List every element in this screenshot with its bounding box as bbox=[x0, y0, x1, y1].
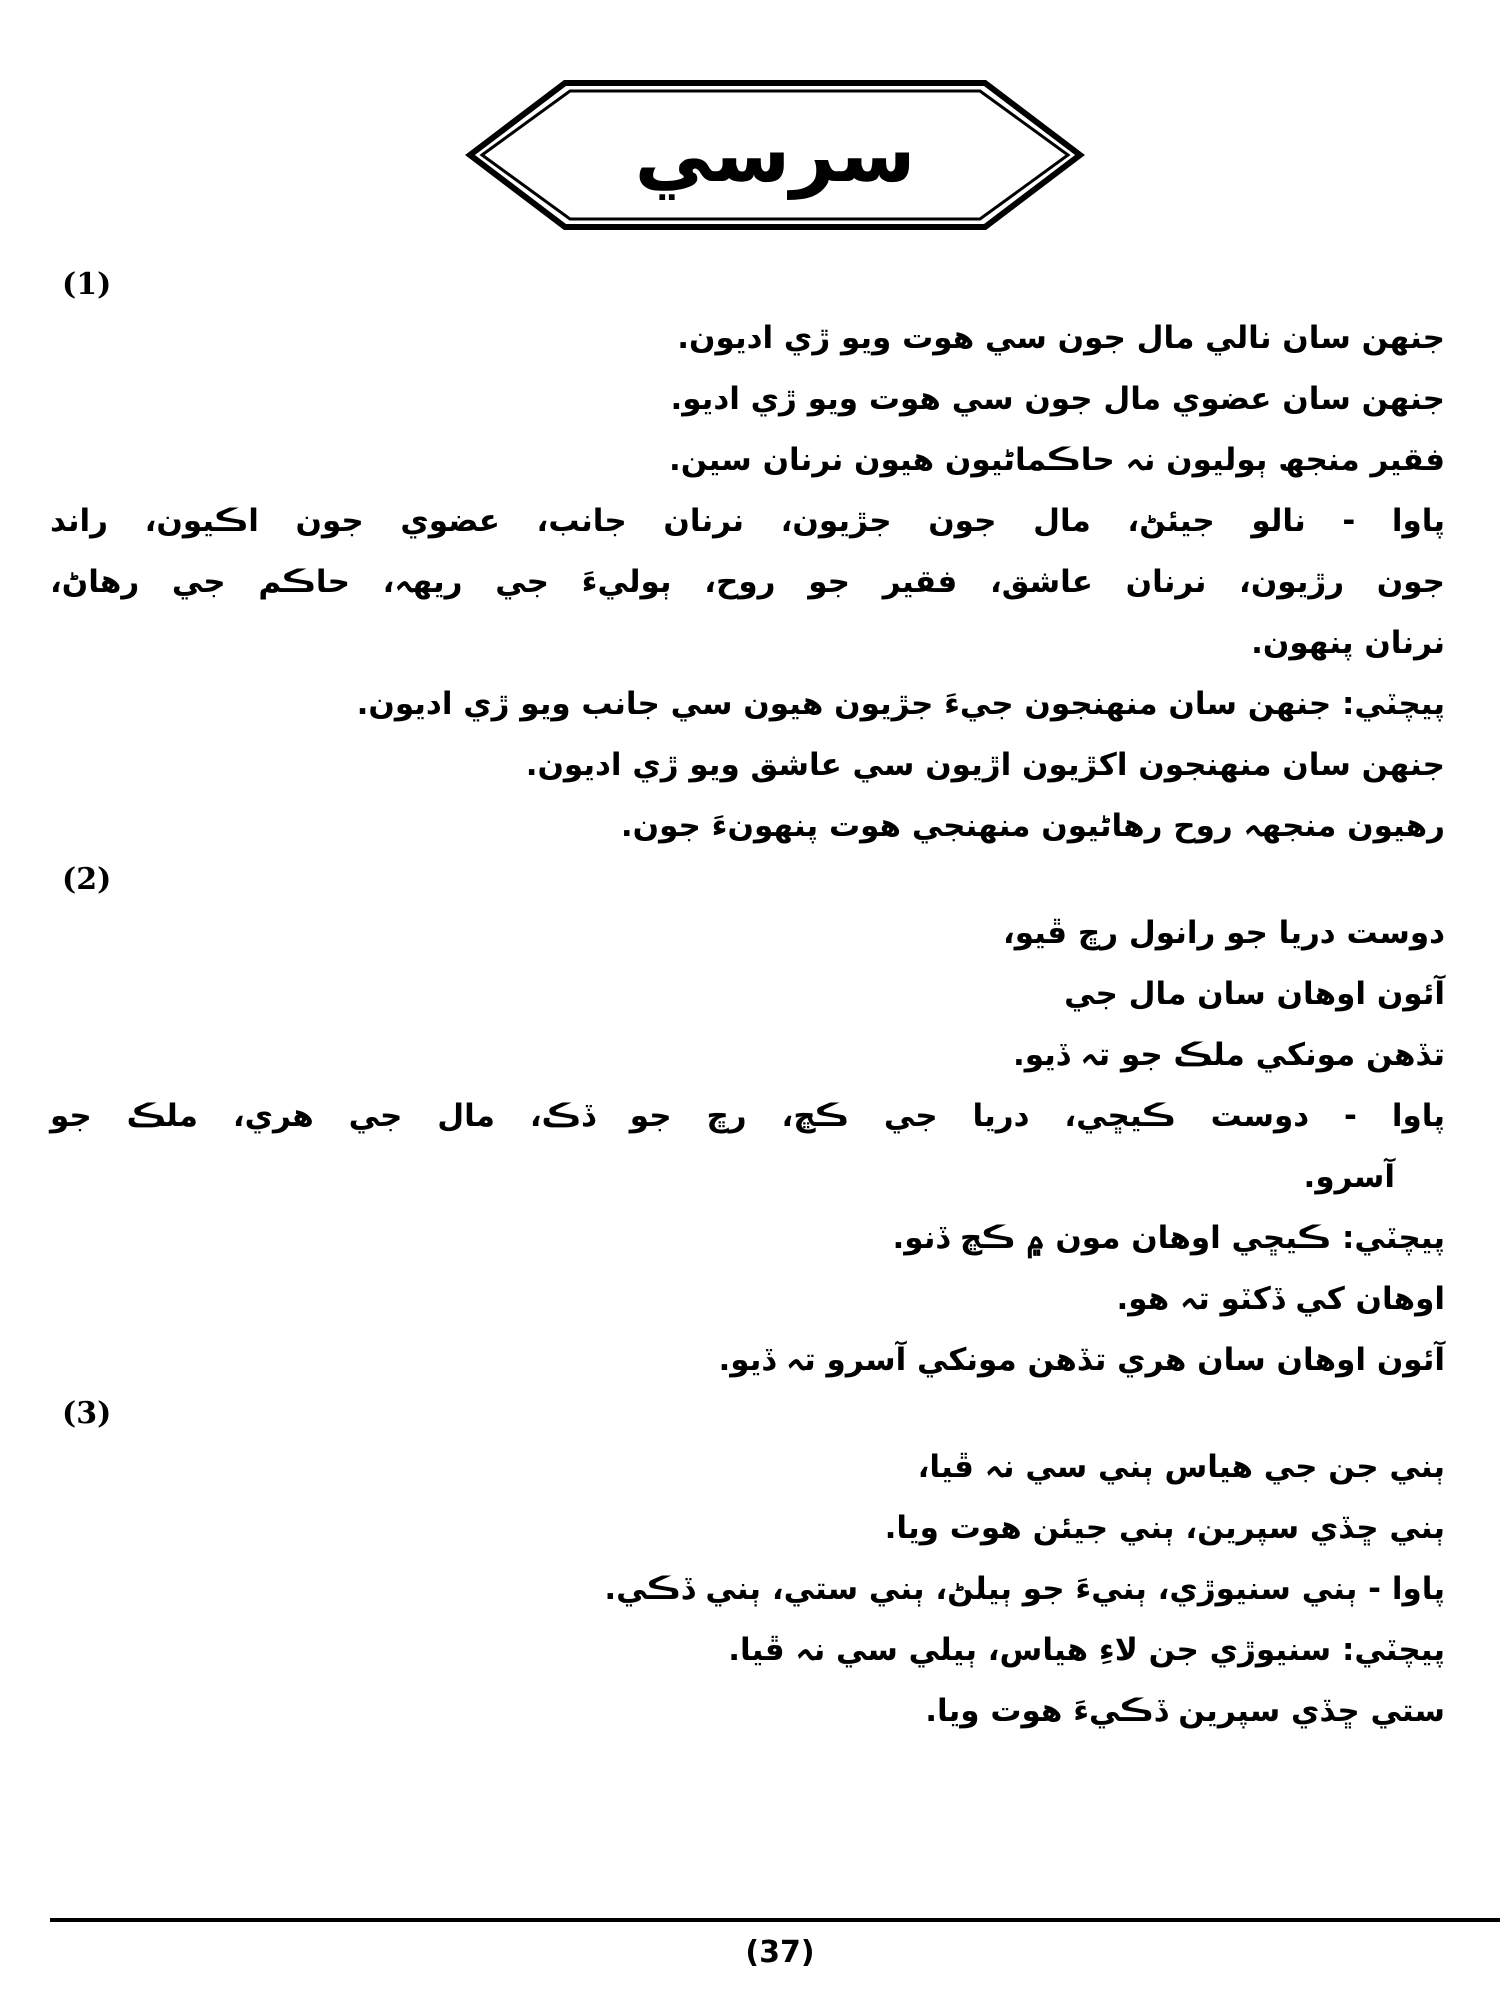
verse-line: جنهن سان نالي مال جون سي هوت ويو ڙي اديون. bbox=[677, 320, 1445, 356]
verse-line: دوست دريا جو رانول رڇ ڦيو، bbox=[1002, 915, 1445, 951]
verse-line: ٻني جن جي هياس ٻني سي نہ ڦيا، bbox=[917, 1449, 1445, 1485]
section-number: (2) bbox=[62, 862, 112, 897]
poem-body bbox=[50, 262, 1445, 1742]
glossary-line: جون رڙيون، نرنان عاشق، فقير جو روح، ٻوليءَ جي ريھہ، حاڪم جي رهاڻ، bbox=[50, 564, 1445, 600]
glossary-line: آسرو. bbox=[1303, 1159, 1395, 1195]
glossary-line: پاوا - دوست ڪيڇي، دريا جي ڪڇ، رڇ جو ڏڪ، مال جي هري، ملڪ جو bbox=[50, 1098, 1445, 1134]
section-number: (1) bbox=[62, 267, 112, 302]
riddle-line: پيچٽي: سنيوڙي جن لاءِ هياس، ٻيلي سي نہ ڦيا. bbox=[728, 1632, 1445, 1668]
riddle-line: پيچٽي: جنهن سان منهنجون جيءَ جڙيون هيون سي جانب ويو ڙي اديون. bbox=[356, 686, 1445, 722]
footer-rule bbox=[50, 1918, 1500, 1922]
section-number: (3) bbox=[62, 1396, 112, 1431]
glossary-line: نرنان پنهون. bbox=[1251, 625, 1445, 661]
page-number: (37) bbox=[745, 1935, 815, 1970]
glossary-line: پاوا - ٻني سنيوڙي، ٻنيءَ جو ٻيلڻ، ٻني ستي، ٻني ڏڪي. bbox=[604, 1571, 1445, 1607]
glossary-line: پاوا - نالو جيئڻ، مال جون جڙيون، نرنان جانب، عضوي جون اڪيون، راند bbox=[50, 503, 1445, 539]
riddle-line: پيچٽي: ڪيڇي اوهان مون ۾ ڪڇ ڏنو. bbox=[892, 1220, 1445, 1256]
riddle-line: رهيون منجھہ روح رهاڻيون منهنجي هوت پنهونءَ جون. bbox=[620, 808, 1445, 844]
verse-line: فقير منجھ ٻوليون نہ حاڪماڻيون هيون نرنان سين. bbox=[668, 442, 1445, 478]
verse-line: ٻني ڇڏي سپرين، ٻني جيئن هوت ويا. bbox=[884, 1510, 1445, 1546]
riddle-line: آئون اوهان سان هري تڏهن مونکي آسرو تہ ڏيو. bbox=[718, 1342, 1445, 1378]
riddle-line: جنهن سان منهنجون اکڙيون اڙيون سي عاشق ويو ڙي اديون. bbox=[525, 747, 1445, 783]
verse-line: جنهن سان عضوي مال جون سي هوت ويو ڙي اديو. bbox=[670, 381, 1445, 417]
verse-line: تڏهن مونکي ملڪ جو تہ ڏيو. bbox=[1012, 1037, 1445, 1073]
riddle-line: ستي ڇڏي سپرين ڏڪيءَ هوت ويا. bbox=[925, 1693, 1445, 1729]
title-banner bbox=[460, 75, 1090, 235]
verse-line: آئون اوهان سان مال جي bbox=[1064, 976, 1445, 1012]
riddle-line: اوهان کي ڏکٽو تہ هو. bbox=[1116, 1281, 1445, 1317]
page-title: سرسي bbox=[634, 110, 916, 200]
